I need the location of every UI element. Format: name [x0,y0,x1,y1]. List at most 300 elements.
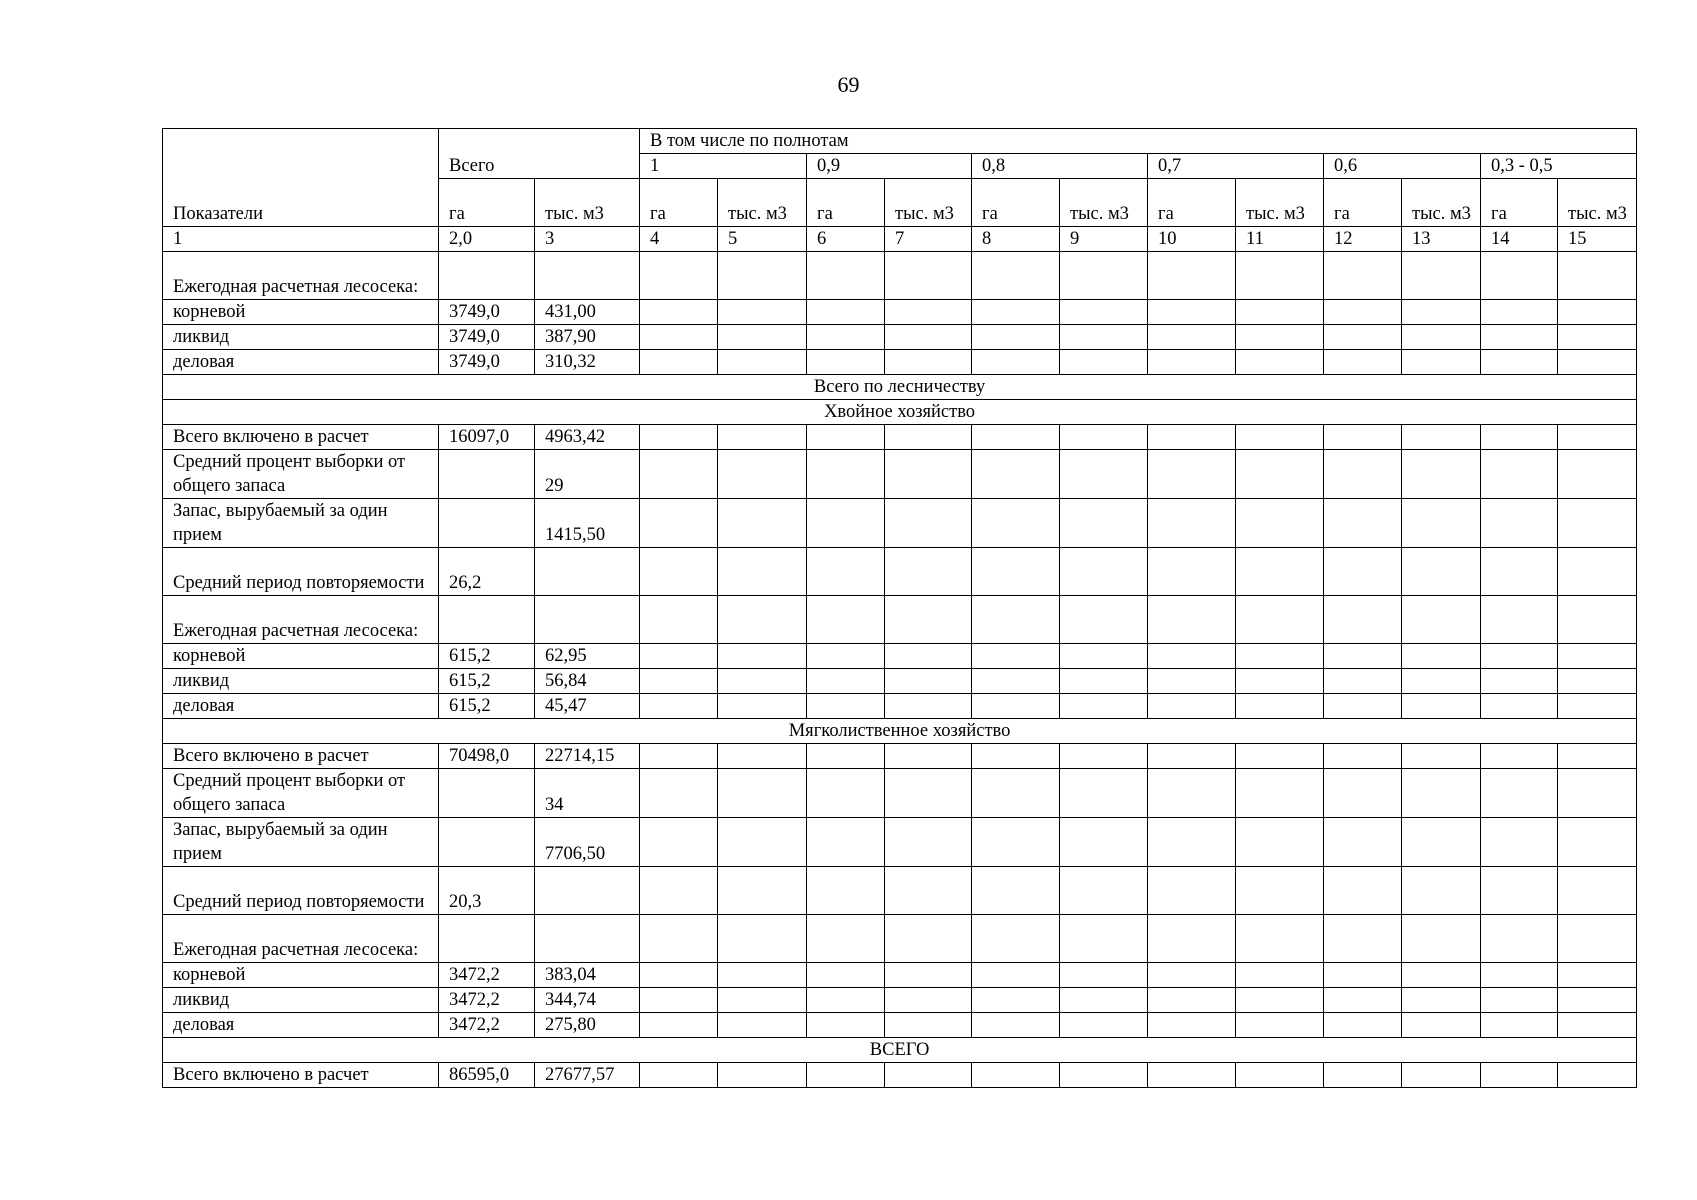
cell-empty [1148,644,1236,669]
cell-empty [718,1063,807,1088]
row-label: Ежегодная расчетная лесосека: [163,596,439,644]
cell-empty [1148,769,1236,818]
cell-total-volume [535,548,640,596]
column-number: 6 [807,227,885,252]
table-row [163,325,1637,350]
cell-empty [1324,915,1402,963]
cell-empty [885,1063,972,1088]
cell-empty [807,669,885,694]
cell-empty [1324,644,1402,669]
cell-empty [807,915,885,963]
cell-empty [1324,548,1402,596]
cell-total-volume: 387,90 [535,325,640,350]
cell-empty [972,425,1060,450]
cell-total-volume: 310,32 [535,350,640,375]
cell-empty [640,769,718,818]
cell-empty [718,988,807,1013]
cell-empty [1481,744,1558,769]
cell-total-ha [439,769,535,818]
header-density-0-8: 0,8 [972,154,1148,179]
table-row [163,867,1637,915]
cell-empty [1324,744,1402,769]
cell-empty [640,1013,718,1038]
cell-total-volume: 56,84 [535,669,640,694]
cell-empty [1148,499,1236,548]
table-row [163,669,1637,694]
cell-empty [1236,300,1324,325]
cell-empty [972,669,1060,694]
row-label: Ежегодная расчетная лесосека: [163,915,439,963]
cell-total-volume [535,252,640,300]
cell-empty [972,963,1060,988]
cell-empty [718,694,807,719]
column-number: 11 [1236,227,1324,252]
cell-empty [1324,499,1402,548]
header-density-0-9: 0,9 [807,154,972,179]
cell-empty [1402,818,1481,867]
cell-empty [1236,769,1324,818]
cell-empty [885,744,972,769]
cell-empty [885,644,972,669]
cell-total-volume: 34 [535,769,640,818]
cell-empty [807,1013,885,1038]
section-title: Мягколиственное хозяйство [163,719,1637,744]
header-unit: тыс. м3 [1236,179,1324,227]
cell-empty [1060,425,1148,450]
table-row [163,1013,1637,1038]
cell-empty [1481,818,1558,867]
header-unit: га [439,179,535,227]
cell-empty [885,252,972,300]
header-unit: тыс. м3 [535,179,640,227]
table-row [163,596,1637,644]
header-unit: тыс. м3 [885,179,972,227]
cell-total-ha: 16097,0 [439,425,535,450]
cell-empty [1236,644,1324,669]
cell-empty [1060,744,1148,769]
cell-empty [972,350,1060,375]
cell-empty [885,548,972,596]
cell-total-volume: 275,80 [535,1013,640,1038]
cell-empty [1558,1063,1637,1088]
cell-empty [640,499,718,548]
row-label: Средний период повторяемости [163,867,439,915]
column-number: 3 [535,227,640,252]
cell-empty [885,1013,972,1038]
cell-empty [885,988,972,1013]
cell-empty [1402,988,1481,1013]
row-label: Всего включено в расчет [163,744,439,769]
cell-empty [807,425,885,450]
header-density-0-6: 0,6 [1324,154,1481,179]
cell-empty [1060,300,1148,325]
row-label: Средний процент выборки от общего запаса [163,769,439,818]
table-body [163,129,1637,1088]
cell-total-ha [439,252,535,300]
cell-empty [1558,350,1637,375]
cell-empty [640,425,718,450]
section-row [163,719,1637,744]
cell-empty [1481,252,1558,300]
cell-empty [1558,252,1637,300]
cell-empty [1402,769,1481,818]
cell-empty [807,818,885,867]
cell-total-volume [535,867,640,915]
cell-empty [1402,450,1481,499]
cell-total-ha: 3749,0 [439,350,535,375]
cell-empty [1060,769,1148,818]
cell-empty [972,300,1060,325]
cell-empty [807,769,885,818]
cell-empty [1236,499,1324,548]
cell-total-ha: 3749,0 [439,325,535,350]
cell-empty [1402,252,1481,300]
cell-total-volume: 344,74 [535,988,640,1013]
cell-empty [640,669,718,694]
row-label: Запас, вырубаемый за один прием [163,499,439,548]
cell-empty [1060,548,1148,596]
cell-empty [1402,350,1481,375]
table-row [163,644,1637,669]
section-title: ВСЕГО [163,1038,1637,1063]
cell-empty [1236,915,1324,963]
cell-empty [1558,596,1637,644]
cell-empty [718,669,807,694]
header-unit: тыс. м3 [718,179,807,227]
cell-empty [1060,1063,1148,1088]
cell-empty [1481,548,1558,596]
cell-total-volume: 27677,57 [535,1063,640,1088]
cell-empty [1148,694,1236,719]
cell-empty [1402,300,1481,325]
allowable-cut-table [162,128,1637,1088]
cell-empty [1481,425,1558,450]
cell-empty [1148,988,1236,1013]
cell-empty [1148,350,1236,375]
column-number: 14 [1481,227,1558,252]
cell-empty [972,450,1060,499]
cell-empty [640,867,718,915]
cell-empty [1060,867,1148,915]
cell-empty [1558,450,1637,499]
cell-empty [1402,915,1481,963]
table-row [163,915,1637,963]
cell-empty [718,915,807,963]
cell-empty [1324,867,1402,915]
cell-empty [640,325,718,350]
cell-empty [807,644,885,669]
cell-empty [640,300,718,325]
cell-empty [640,350,718,375]
cell-empty [1558,963,1637,988]
cell-total-ha: 3472,2 [439,1013,535,1038]
row-label: корневой [163,300,439,325]
cell-empty [885,300,972,325]
cell-empty [1481,325,1558,350]
section-row [163,375,1637,400]
row-label: деловая [163,1013,439,1038]
cell-empty [640,548,718,596]
table-row [163,350,1637,375]
cell-empty [718,325,807,350]
cell-empty [718,818,807,867]
cell-empty [1481,499,1558,548]
cell-empty [640,644,718,669]
column-number: 5 [718,227,807,252]
cell-total-ha: 615,2 [439,694,535,719]
cell-empty [1402,694,1481,719]
cell-empty [1558,694,1637,719]
cell-empty [1558,915,1637,963]
cell-empty [1148,818,1236,867]
header-indicators: Показатели [163,129,439,227]
cell-empty [718,450,807,499]
cell-empty [718,596,807,644]
column-number: 15 [1558,227,1637,252]
cell-empty [718,499,807,548]
row-label: корневой [163,644,439,669]
cell-empty [885,450,972,499]
cell-empty [1148,596,1236,644]
cell-empty [1148,252,1236,300]
cell-empty [1060,644,1148,669]
cell-total-volume: 45,47 [535,694,640,719]
cell-total-ha: 3472,2 [439,963,535,988]
page-number: 69 [837,72,860,97]
cell-total-volume: 383,04 [535,963,640,988]
cell-empty [718,744,807,769]
column-number: 10 [1148,227,1236,252]
cell-empty [1148,744,1236,769]
row-label: Средний процент выборки от общего запаса [163,450,439,499]
row-label: ликвид [163,669,439,694]
table-row [163,963,1637,988]
cell-empty [1324,252,1402,300]
cell-empty [1481,350,1558,375]
cell-empty [1402,669,1481,694]
cell-empty [1324,669,1402,694]
header-unit: тыс. м3 [1060,179,1148,227]
cell-empty [807,300,885,325]
cell-empty [1324,963,1402,988]
cell-empty [640,915,718,963]
cell-empty [885,425,972,450]
cell-total-volume: 62,95 [535,644,640,669]
table-row [163,252,1637,300]
header-including: В том числе по полнотам [640,129,1637,154]
cell-empty [718,867,807,915]
cell-empty [972,744,1060,769]
table-row [163,499,1637,548]
cell-empty [885,818,972,867]
cell-empty [1481,915,1558,963]
header-unit: тыс. м3 [1558,179,1637,227]
cell-empty [1324,325,1402,350]
section-title: Хвойное хозяйство [163,400,1637,425]
cell-empty [1402,596,1481,644]
cell-empty [1060,350,1148,375]
cell-empty [807,988,885,1013]
cell-empty [718,548,807,596]
cell-empty [1558,644,1637,669]
cell-empty [1060,669,1148,694]
column-number: 13 [1402,227,1481,252]
cell-empty [972,867,1060,915]
cell-empty [1402,499,1481,548]
header-unit: га [807,179,885,227]
cell-empty [1236,744,1324,769]
cell-empty [1148,1063,1236,1088]
header-unit: га [1481,179,1558,227]
cell-empty [1481,963,1558,988]
header-numbers-row [163,227,1637,252]
cell-total-ha: 70498,0 [439,744,535,769]
cell-empty [972,1063,1060,1088]
cell-empty [1402,644,1481,669]
cell-empty [1236,867,1324,915]
cell-empty [1236,450,1324,499]
cell-empty [640,988,718,1013]
cell-empty [1236,325,1324,350]
cell-empty [972,499,1060,548]
cell-empty [885,963,972,988]
cell-total-ha [439,450,535,499]
cell-empty [1481,1013,1558,1038]
cell-empty [807,694,885,719]
header-density-1: 1 [640,154,807,179]
column-number: 9 [1060,227,1148,252]
header-density-0-3-0-5: 0,3 - 0,5 [1481,154,1637,179]
table-row [163,300,1637,325]
cell-total-volume [535,915,640,963]
cell-total-ha: 615,2 [439,644,535,669]
cell-empty [807,1063,885,1088]
table-row [163,988,1637,1013]
cell-empty [807,744,885,769]
row-label: деловая [163,350,439,375]
table-row [163,769,1637,818]
cell-empty [640,818,718,867]
cell-empty [885,350,972,375]
cell-empty [1558,867,1637,915]
cell-empty [1148,1013,1236,1038]
cell-empty [1481,988,1558,1013]
cell-empty [1558,744,1637,769]
cell-empty [1060,596,1148,644]
cell-empty [1148,963,1236,988]
cell-empty [807,499,885,548]
cell-empty [1558,1013,1637,1038]
cell-empty [1236,425,1324,450]
cell-empty [640,963,718,988]
column-number: 8 [972,227,1060,252]
cell-empty [1481,450,1558,499]
header-density-0-7: 0,7 [1148,154,1324,179]
cell-empty [1324,818,1402,867]
cell-empty [718,350,807,375]
cell-empty [972,1013,1060,1038]
cell-empty [718,963,807,988]
cell-empty [1558,669,1637,694]
cell-empty [718,1013,807,1038]
cell-empty [972,325,1060,350]
cell-empty [1558,818,1637,867]
row-label: ликвид [163,988,439,1013]
cell-total-ha: 86595,0 [439,1063,535,1088]
cell-empty [1402,867,1481,915]
cell-empty [1481,669,1558,694]
cell-empty [885,867,972,915]
cell-empty [1558,300,1637,325]
cell-empty [885,499,972,548]
row-label: Запас, вырубаемый за один прием [163,818,439,867]
row-label: корневой [163,963,439,988]
cell-total-ha: 615,2 [439,669,535,694]
cell-empty [1558,425,1637,450]
cell-empty [1236,596,1324,644]
cell-empty [1402,1063,1481,1088]
cell-total-ha [439,915,535,963]
header-unit: га [972,179,1060,227]
cell-empty [640,450,718,499]
cell-empty [1402,744,1481,769]
row-label: Средний период повторяемости [163,548,439,596]
cell-total-volume: 431,00 [535,300,640,325]
header-unit: га [1148,179,1236,227]
cell-empty [1060,252,1148,300]
cell-empty [1236,669,1324,694]
row-label: Всего включено в расчет [163,425,439,450]
cell-empty [807,252,885,300]
column-number: 12 [1324,227,1402,252]
row-label: деловая [163,694,439,719]
cell-empty [1558,988,1637,1013]
table-row [163,548,1637,596]
cell-empty [1481,769,1558,818]
cell-empty [1236,1063,1324,1088]
cell-empty [1558,769,1637,818]
cell-empty [1060,694,1148,719]
cell-empty [1148,425,1236,450]
cell-empty [1060,325,1148,350]
cell-empty [1236,1013,1324,1038]
header-total: Всего [439,129,640,179]
cell-empty [718,252,807,300]
cell-empty [1324,450,1402,499]
cell-empty [885,694,972,719]
cell-total-ha [439,596,535,644]
cell-empty [1402,963,1481,988]
cell-empty [1060,499,1148,548]
cell-empty [1236,694,1324,719]
cell-empty [640,596,718,644]
cell-empty [1148,450,1236,499]
cell-empty [807,350,885,375]
cell-empty [1324,1063,1402,1088]
cell-empty [972,548,1060,596]
cell-empty [1558,548,1637,596]
cell-empty [1236,350,1324,375]
cell-empty [1481,300,1558,325]
cell-empty [1060,450,1148,499]
cell-empty [885,596,972,644]
cell-empty [885,325,972,350]
cell-empty [972,252,1060,300]
cell-total-volume: 4963,42 [535,425,640,450]
cell-empty [1236,988,1324,1013]
cell-total-ha: 26,2 [439,548,535,596]
cell-empty [640,1063,718,1088]
